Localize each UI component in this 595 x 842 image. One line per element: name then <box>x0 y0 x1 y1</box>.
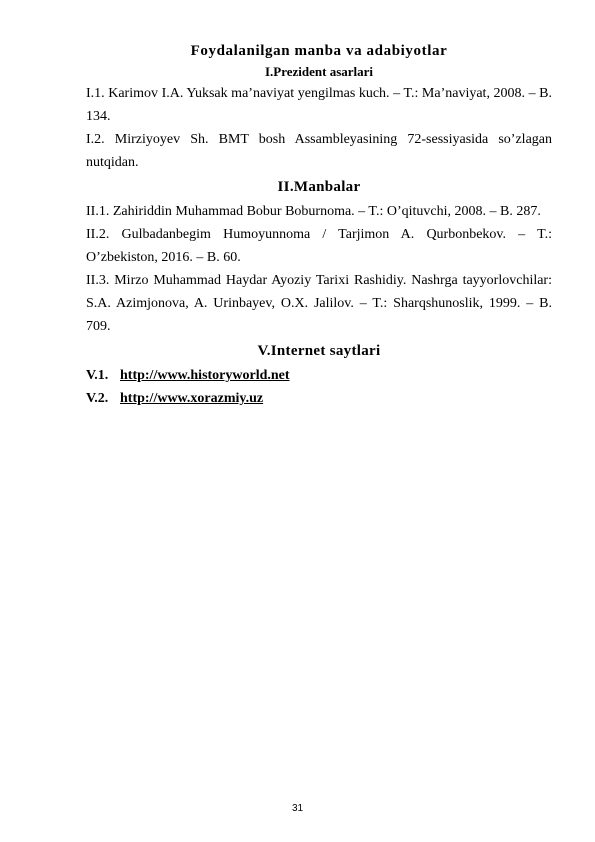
reference-item: I.2. Mirziyoyev Sh. BMT bosh Assambleyasining 72-sessiyasida so’zlagan nutqidan. <box>86 132 552 170</box>
page-number: 31 <box>291 803 304 814</box>
section-heading-prezident: I.Prezident asarlari <box>264 64 374 79</box>
reference-item: I.1. Karimov I.A. Yuksak ma’naviyat yengilmas kuch. – T.: Ma’naviyat, 2008. – B. 134. <box>86 86 552 124</box>
link-number: V.1. <box>86 368 109 383</box>
section-heading-manbalar: II.Manbalar <box>277 179 361 195</box>
internet-links-list <box>86 364 552 410</box>
reference-item: II.2. Gulbadanbegim Humoyunnoma / Tarjimon A. Qurbonbekov. – T.: O’zbekiston, 2016. – B. 60. <box>86 227 552 265</box>
website-link[interactable]: http://www.xorazmiy.uz <box>120 391 264 406</box>
link-item <box>86 387 552 410</box>
link-item <box>86 364 552 387</box>
bibliography <box>86 40 552 410</box>
reference-item: II.1. Zahiriddin Muhammad Bobur Boburnoma. – T.: O’qituvchi, 2008. – B. 287. <box>86 204 541 219</box>
page-title: Foydalanilgan manba va adabiyotlar <box>190 43 448 59</box>
section-heading-internet: V.Internet saytlari <box>257 343 381 359</box>
website-link[interactable]: http://www.historyworld.net <box>120 368 290 383</box>
reference-item: II.3. Mirzo Muhammad Haydar Ayoziy Tarixi Rashidiy. Nashrga tayyorlovchilar: S.A. Azimjonova, A. Urinbayev, O.X. Jalilov. – T.: Sharqshunoslik, 1999. – B. 709. <box>86 273 552 334</box>
link-number: V.2. <box>86 391 109 406</box>
